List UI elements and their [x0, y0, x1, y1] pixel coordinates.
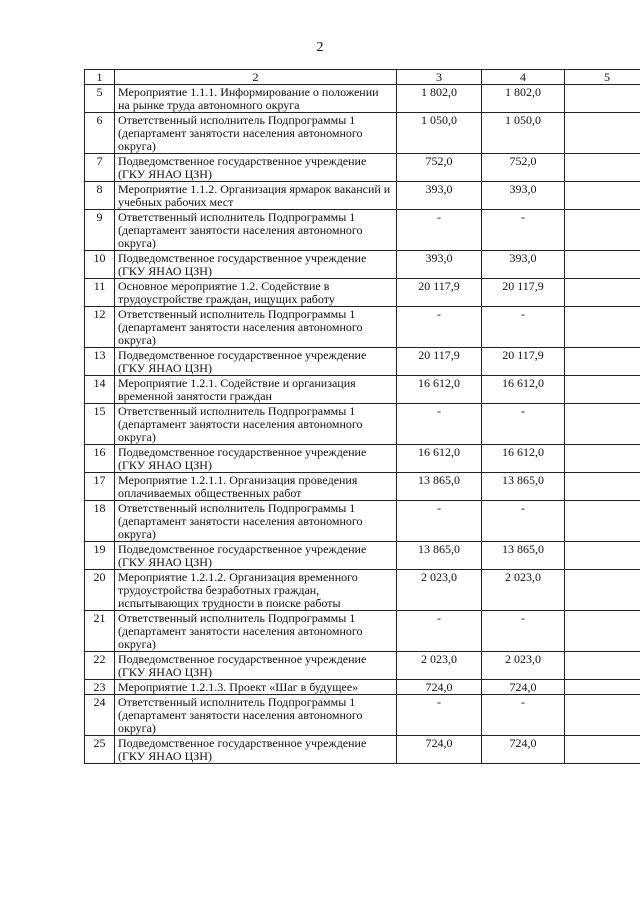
row-col3-cell: 13 865,0 — [397, 542, 482, 570]
row-col4-cell: 13 865,0 — [482, 542, 565, 570]
row-number-cell: 14 — [85, 376, 115, 404]
row-col4-cell: - — [482, 404, 565, 445]
row-description-cell: Мероприятие 1.2.1. Содействие и организация временной занятости граждан — [115, 376, 397, 404]
row-col4-cell: - — [482, 210, 565, 251]
row-description-cell: Подведомственное государственное учреждение (ГКУ ЯНАО ЦЗН) — [115, 348, 397, 376]
row-col4-cell: 393,0 — [482, 182, 565, 210]
row-col5-cell — [565, 210, 640, 251]
row-col3-cell: 724,0 — [397, 680, 482, 695]
table-row — [85, 736, 640, 764]
row-col5-cell — [565, 695, 640, 736]
row-col5-cell — [565, 251, 640, 279]
header-cell-2: 2 — [115, 70, 397, 85]
row-col4-cell: - — [482, 307, 565, 348]
row-description-cell: Мероприятие 1.2.1.2. Организация временного трудоустройства безработных граждан, испытывающих трудности в поиске работы — [115, 570, 397, 611]
table-row — [85, 251, 640, 279]
row-number-cell: 15 — [85, 404, 115, 445]
table-row — [85, 210, 640, 251]
row-number-cell: 17 — [85, 473, 115, 501]
row-col3-cell: 752,0 — [397, 154, 482, 182]
row-col3-cell: 393,0 — [397, 251, 482, 279]
row-col3-cell: - — [397, 695, 482, 736]
row-col5-cell — [565, 473, 640, 501]
row-number-cell: 11 — [85, 279, 115, 307]
row-col5-cell — [565, 182, 640, 210]
row-col3-cell: - — [397, 210, 482, 251]
row-col3-cell: 393,0 — [397, 182, 482, 210]
row-col3-cell: 2 023,0 — [397, 570, 482, 611]
row-description-cell: Основное мероприятие 1.2. Содействие в трудоустройстве граждан, ищущих работу — [115, 279, 397, 307]
row-col4-cell: 1 802,0 — [482, 85, 565, 113]
row-col4-cell: 724,0 — [482, 680, 565, 695]
row-description-cell: Подведомственное государственное учреждение (ГКУ ЯНАО ЦЗН) — [115, 652, 397, 680]
row-col5-cell — [565, 611, 640, 652]
row-col3-cell: - — [397, 611, 482, 652]
row-col5-cell — [565, 113, 640, 154]
table-row — [85, 113, 640, 154]
row-col5-cell — [565, 85, 640, 113]
row-col5-cell — [565, 736, 640, 764]
header-cell-4: 4 — [482, 70, 565, 85]
table-row — [85, 376, 640, 404]
row-description-cell: Ответственный исполнитель Подпрограммы 1 (департамент занятости населения автономного округа) — [115, 307, 397, 348]
row-description-cell: Ответственный исполнитель Подпрограммы 1 (департамент занятости населения автономного округа) — [115, 501, 397, 542]
row-description-cell: Подведомственное государственное учреждение (ГКУ ЯНАО ЦЗН) — [115, 445, 397, 473]
row-col3-cell: 1 050,0 — [397, 113, 482, 154]
row-col5-cell — [565, 348, 640, 376]
table-row — [85, 348, 640, 376]
table-row — [85, 680, 640, 695]
row-number-cell: 24 — [85, 695, 115, 736]
row-description-cell: Мероприятие 1.2.1.1. Организация проведения оплачиваемых общественных работ — [115, 473, 397, 501]
row-number-cell: 21 — [85, 611, 115, 652]
row-number-cell: 13 — [85, 348, 115, 376]
row-col3-cell: - — [397, 501, 482, 542]
header-cell-1: 1 — [85, 70, 115, 85]
page-number: 2 — [316, 40, 324, 55]
row-description-cell: Мероприятие 1.2.1.3. Проект «Шаг в будущее» — [115, 680, 397, 695]
row-col3-cell: 20 117,9 — [397, 279, 482, 307]
row-number-cell: 16 — [85, 445, 115, 473]
row-number-cell: 23 — [85, 680, 115, 695]
row-col5-cell — [565, 279, 640, 307]
row-number-cell: 25 — [85, 736, 115, 764]
table-row — [85, 652, 640, 680]
row-col4-cell: 724,0 — [482, 736, 565, 764]
row-number-cell: 8 — [85, 182, 115, 210]
row-col4-cell: 20 117,9 — [482, 348, 565, 376]
row-number-cell: 5 — [85, 85, 115, 113]
row-col5-cell — [565, 154, 640, 182]
row-col4-cell: 16 612,0 — [482, 376, 565, 404]
table-row — [85, 501, 640, 542]
row-number-cell: 10 — [85, 251, 115, 279]
table-row — [85, 182, 640, 210]
table-row — [85, 445, 640, 473]
table-row — [85, 307, 640, 348]
row-description-cell: Подведомственное государственное учреждение (ГКУ ЯНАО ЦЗН) — [115, 542, 397, 570]
header-cell-5: 5 — [565, 70, 640, 85]
table-row — [85, 279, 640, 307]
table-row — [85, 473, 640, 501]
row-col5-cell — [565, 652, 640, 680]
row-description-cell: Мероприятие 1.1.2. Организация ярмарок вакансий и учебных рабочих мест — [115, 182, 397, 210]
row-number-cell: 19 — [85, 542, 115, 570]
row-col3-cell: - — [397, 404, 482, 445]
row-col4-cell: 2 023,0 — [482, 652, 565, 680]
row-number-cell: 18 — [85, 501, 115, 542]
row-col3-cell: 2 023,0 — [397, 652, 482, 680]
row-number-cell: 22 — [85, 652, 115, 680]
row-col3-cell: 20 117,9 — [397, 348, 482, 376]
row-col5-cell — [565, 501, 640, 542]
budget-table — [84, 69, 640, 764]
row-description-cell: Ответственный исполнитель Подпрограммы 1 (департамент занятости населения автономного округа) — [115, 113, 397, 154]
table-row — [85, 611, 640, 652]
row-col4-cell: 20 117,9 — [482, 279, 565, 307]
row-description-cell: Ответственный исполнитель Подпрограммы 1 (департамент занятости населения автономного округа) — [115, 611, 397, 652]
row-col3-cell: 13 865,0 — [397, 473, 482, 501]
table-body — [85, 70, 640, 764]
table-row — [85, 570, 640, 611]
table-row — [85, 85, 640, 113]
row-description-cell: Подведомственное государственное учреждение (ГКУ ЯНАО ЦЗН) — [115, 736, 397, 764]
row-col4-cell: 393,0 — [482, 251, 565, 279]
table-header-row — [85, 70, 640, 85]
header-cell-3: 3 — [397, 70, 482, 85]
row-col4-cell: 752,0 — [482, 154, 565, 182]
row-col5-cell — [565, 570, 640, 611]
row-col3-cell: 16 612,0 — [397, 376, 482, 404]
table-row — [85, 542, 640, 570]
row-col3-cell: 724,0 — [397, 736, 482, 764]
table-row — [85, 695, 640, 736]
row-col4-cell: 16 612,0 — [482, 445, 565, 473]
row-description-cell: Подведомственное государственное учреждение (ГКУ ЯНАО ЦЗН) — [115, 154, 397, 182]
row-number-cell: 9 — [85, 210, 115, 251]
row-col3-cell: - — [397, 307, 482, 348]
row-description-cell: Подведомственное государственное учреждение (ГКУ ЯНАО ЦЗН) — [115, 251, 397, 279]
row-col5-cell — [565, 680, 640, 695]
table-row — [85, 404, 640, 445]
row-col4-cell: - — [482, 501, 565, 542]
row-col5-cell — [565, 307, 640, 348]
row-number-cell: 12 — [85, 307, 115, 348]
row-col5-cell — [565, 404, 640, 445]
row-col3-cell: 16 612,0 — [397, 445, 482, 473]
row-description-cell: Мероприятие 1.1.1. Информирование о положении на рынке труда автономного округа — [115, 85, 397, 113]
table-row — [85, 154, 640, 182]
row-number-cell: 6 — [85, 113, 115, 154]
row-description-cell: Ответственный исполнитель Подпрограммы 1 (департамент занятости населения автономного округа) — [115, 695, 397, 736]
row-description-cell: Ответственный исполнитель Подпрограммы 1 (департамент занятости населения автономного округа) — [115, 210, 397, 251]
row-col4-cell: 2 023,0 — [482, 570, 565, 611]
row-description-cell: Ответственный исполнитель Подпрограммы 1 (департамент занятости населения автономного округа) — [115, 404, 397, 445]
row-col5-cell — [565, 445, 640, 473]
row-col5-cell — [565, 542, 640, 570]
row-col4-cell: 1 050,0 — [482, 113, 565, 154]
row-number-cell: 20 — [85, 570, 115, 611]
row-number-cell: 7 — [85, 154, 115, 182]
row-col3-cell: 1 802,0 — [397, 85, 482, 113]
row-col5-cell — [565, 376, 640, 404]
row-col4-cell: 13 865,0 — [482, 473, 565, 501]
row-col4-cell: - — [482, 695, 565, 736]
row-col4-cell: - — [482, 611, 565, 652]
